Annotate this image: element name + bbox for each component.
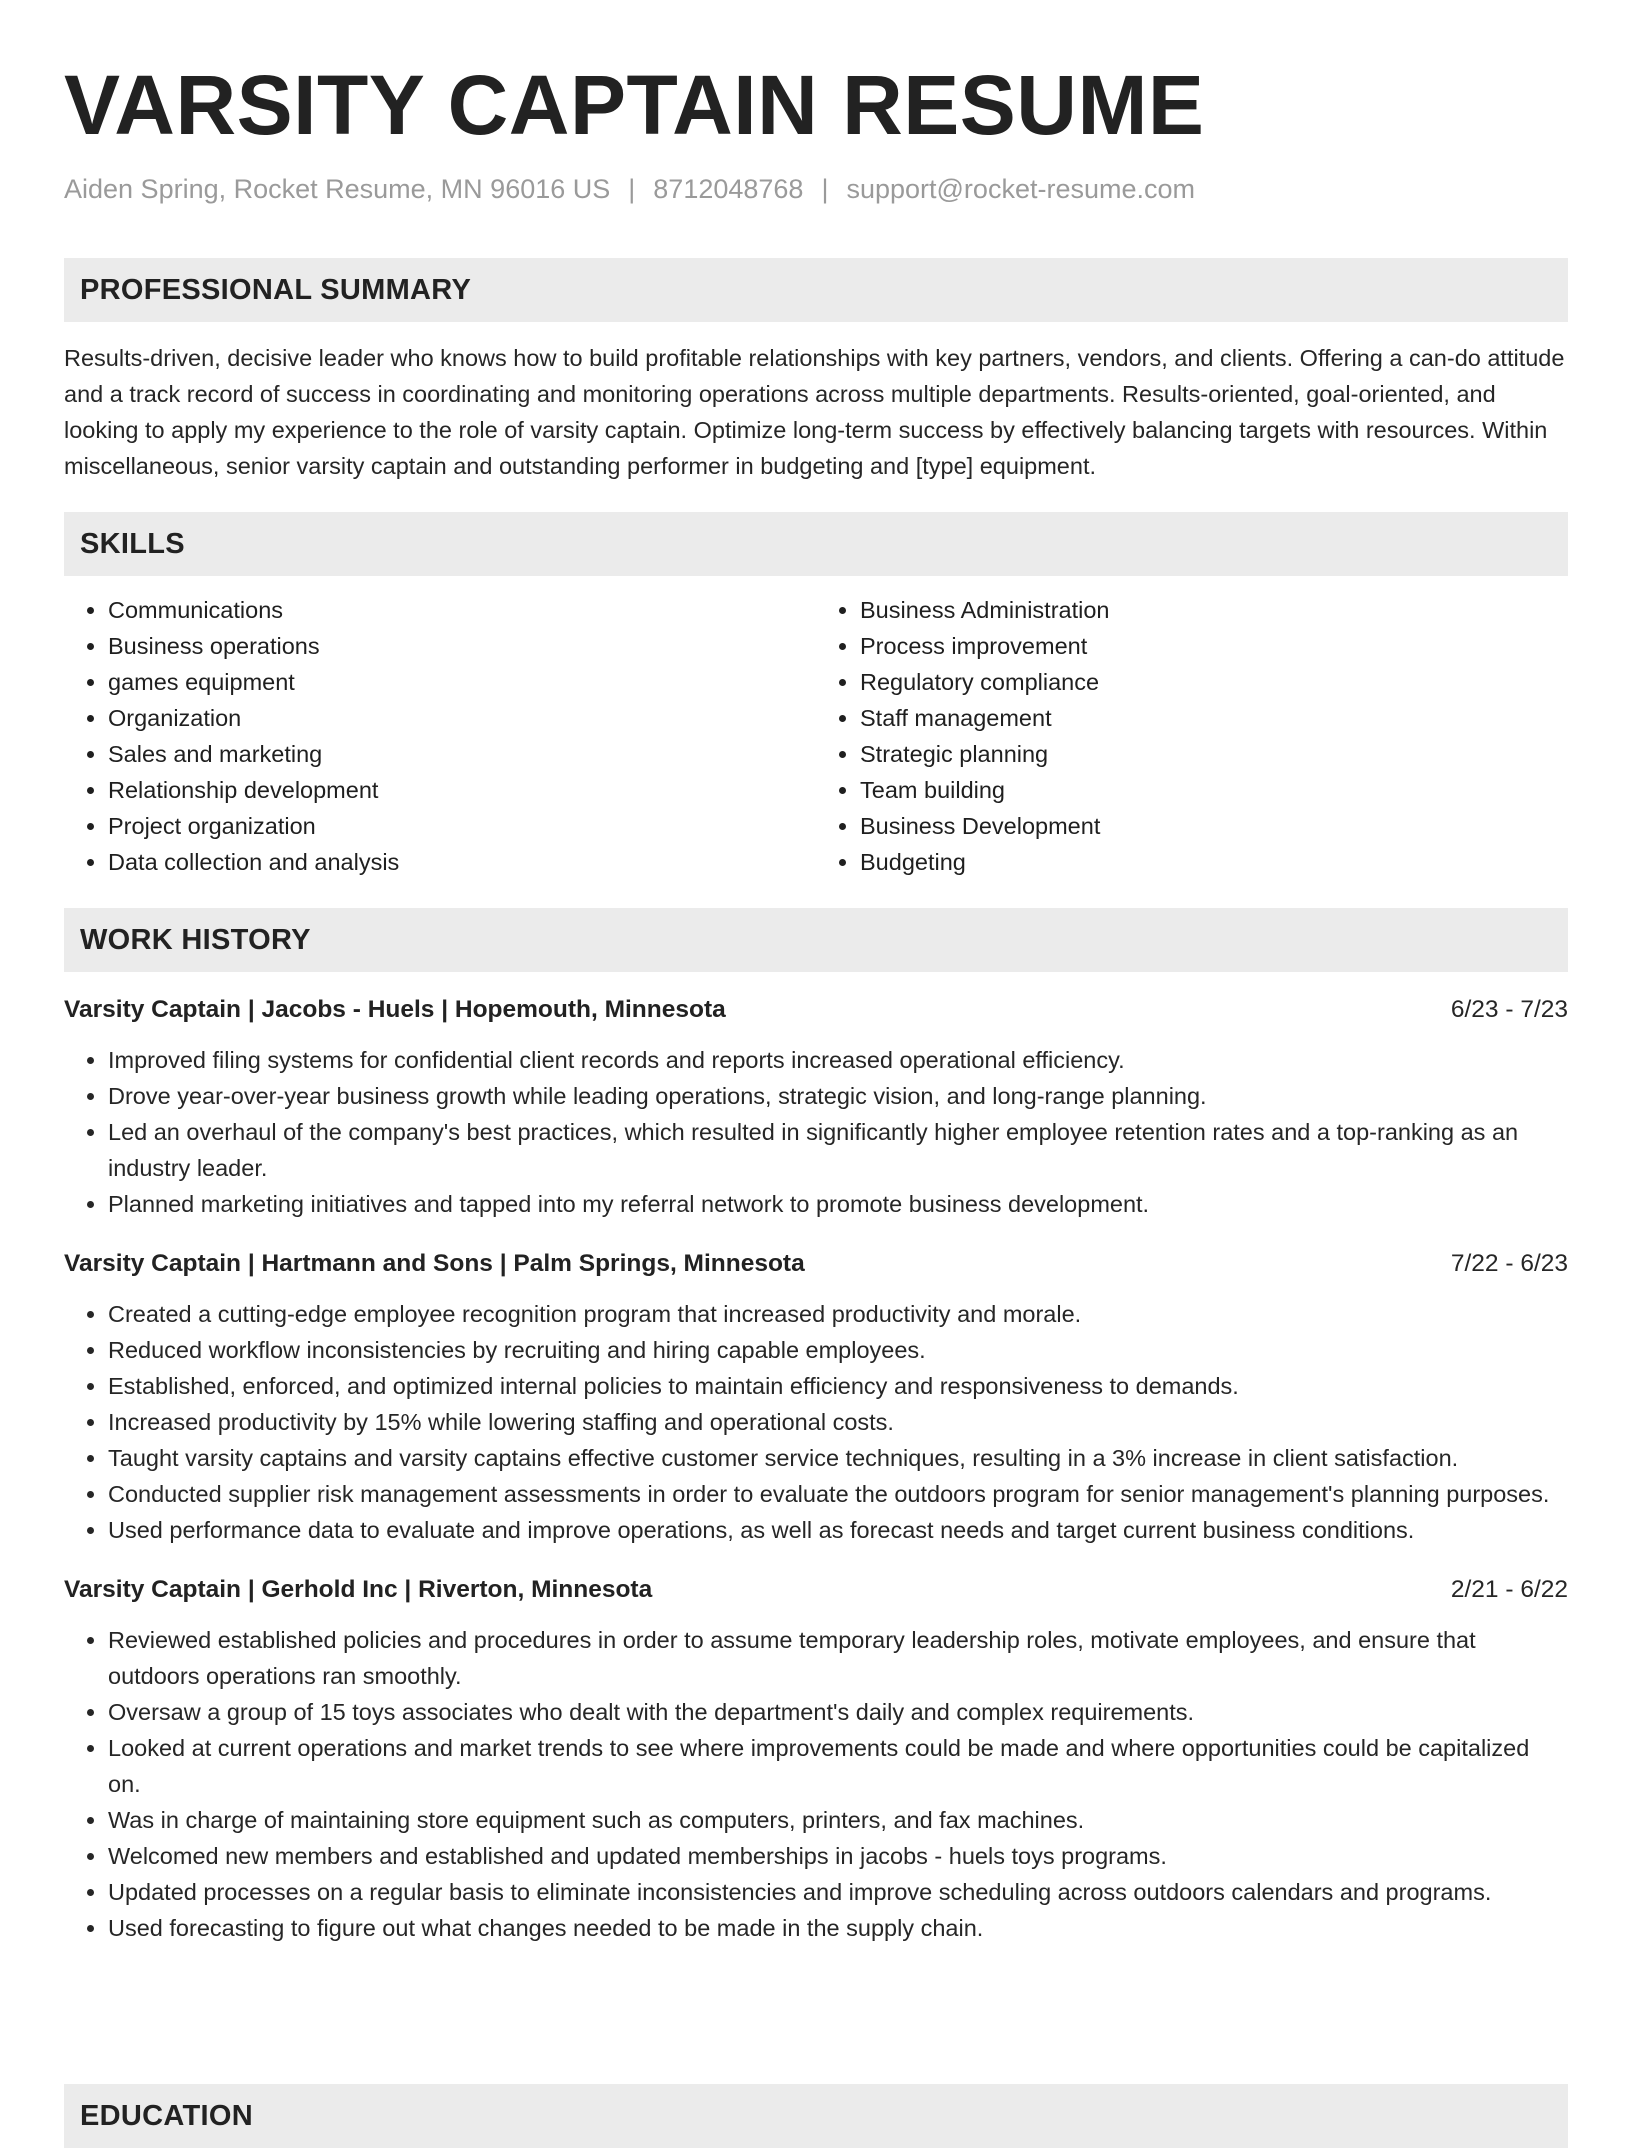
job-bullet: • Increased productivity by 15% while lowering staffing and operational costs. [108,1404,1568,1440]
skill-item: • Business Administration [860,592,1568,628]
job-bullet: • Looked at current operations and market trends to see where improvements could be made and where opportunities could be capitalized on. [108,1730,1568,1802]
job-bullet: • Planned marketing initiatives and tapped into my referral network to promote business development. [108,1186,1568,1222]
skill-item: • Relationship development [108,772,816,808]
contact-phone: 8712048768 [653,174,804,204]
job-heading-row [64,1574,1568,1606]
job-bullet: • Welcomed new members and established and updated memberships in jacobs - huels toys programs. [108,1838,1568,1874]
job-entry [64,1574,1568,1946]
job-bullet: • Oversaw a group of 15 toys associates who dealt with the department's daily and complex requirements. [108,1694,1568,1730]
resume-page [64,50,1568,1946]
job-title: Varsity Captain | Hartmann and Sons | Palm Springs, Minnesota [64,1250,805,1277]
job-bullet: • Led an overhaul of the company's best practices, which resulted in significantly higher employee retention rates and a top-ranking as an industry leader. [108,1114,1568,1186]
job-bullets [64,1042,1568,1222]
job-bullet: • Improved filing systems for confidential client records and reports increased operational efficiency. [108,1042,1568,1078]
skills-header: SKILLS [64,512,1568,576]
job-dates: 6/23 - 7/23 [1450,996,1568,1023]
job-bullet: • Updated processes on a regular basis to eliminate inconsistencies and improve scheduling across outdoors calendars and programs. [108,1874,1568,1910]
skill-item: • Project organization [108,808,816,844]
education-header: EDUCATION [64,2084,1568,2148]
contact-address: Aiden Spring, Rocket Resume, MN 96016 US [64,174,611,204]
skill-item: • Data collection and analysis [108,844,816,880]
job-bullet: • Established, enforced, and optimized internal policies to maintain efficiency and responsiveness to demands. [108,1368,1568,1404]
professional-summary-text: Results-driven, decisive leader who knows how to build profitable relationships with key partners, vendors, and clients. Offering a can-do attitude and a track record of success in coordinating and monitoring operations across multiple departments. Results-oriented, goal-oriented, and looking to apply my experience to the role of varsity captain. Optimize long-term success by effectively balancing targets with resources. Within miscellaneous, senior varsity captain and outstanding performer in budgeting and [type] equipment. [64,345,1565,479]
job-bullet: • Used forecasting to figure out what changes needed to be made in the supply chain. [108,1910,1568,1946]
job-bullet: • Reviewed established policies and procedures in order to assume temporary leadership roles, motivate employees, and ensure that outdoors operations ran smoothly. [108,1622,1568,1694]
job-title: Varsity Captain | Gerhold Inc | Riverton, Minnesota [64,1576,653,1603]
job-bullets [64,1622,1568,1946]
skill-item: • Business Development [860,808,1568,844]
skill-item: • Process improvement [860,628,1568,664]
skill-item: • Business operations [108,628,816,664]
job-bullet: • Created a cutting-edge employee recognition program that increased productivity and morale. [108,1296,1568,1332]
skills-column-right [816,592,1568,880]
contact-separator: | [628,174,636,204]
skill-item: • Organization [108,700,816,736]
skills-grid [64,592,1568,880]
resume-title: VARSITY CAPTAIN RESUME [64,58,1205,152]
skills-column-left [64,592,816,880]
skill-item: • Budgeting [860,844,1568,880]
job-bullet: • Was in charge of maintaining store equipment such as computers, printers, and fax machines. [108,1802,1568,1838]
skill-item: • Regulatory compliance [860,664,1568,700]
skill-item: • games equipment [108,664,816,700]
job-dates: 2/21 - 6/22 [1450,1576,1568,1603]
job-entry [64,1248,1568,1548]
contact-email: support@rocket-resume.com [846,174,1195,204]
job-bullet: • Used performance data to evaluate and improve operations, as well as forecast needs and target current business conditions. [108,1512,1568,1548]
job-bullets [64,1296,1568,1548]
job-bullet: • Reduced workflow inconsistencies by recruiting and hiring capable employees. [108,1332,1568,1368]
job-bullet: • Taught varsity captains and varsity captains effective customer service techniques, resulting in a 3% increase in client satisfaction. [108,1440,1568,1476]
professional-summary-header: PROFESSIONAL SUMMARY [64,258,1568,322]
skill-item: • Team building [860,772,1568,808]
job-bullet: • Drove year-over-year business growth while leading operations, strategic vision, and long-range planning. [108,1078,1568,1114]
job-title: Varsity Captain | Jacobs - Huels | Hopemouth, Minnesota [64,996,726,1023]
job-dates: 7/22 - 6/23 [1450,1250,1568,1277]
work-history-header: WORK HISTORY [64,908,1568,972]
skill-item: • Sales and marketing [108,736,816,772]
contact-separator: | [821,174,829,204]
job-heading-row [64,1248,1568,1280]
skill-item: • Strategic planning [860,736,1568,772]
job-bullet: • Conducted supplier risk management assessments in order to evaluate the outdoors program for senior management's planning purposes. [108,1476,1568,1512]
job-entry [64,994,1568,1222]
contact-line [64,172,1568,206]
skill-item: • Staff management [860,700,1568,736]
job-heading-row [64,994,1568,1026]
skill-item: • Communications [108,592,816,628]
